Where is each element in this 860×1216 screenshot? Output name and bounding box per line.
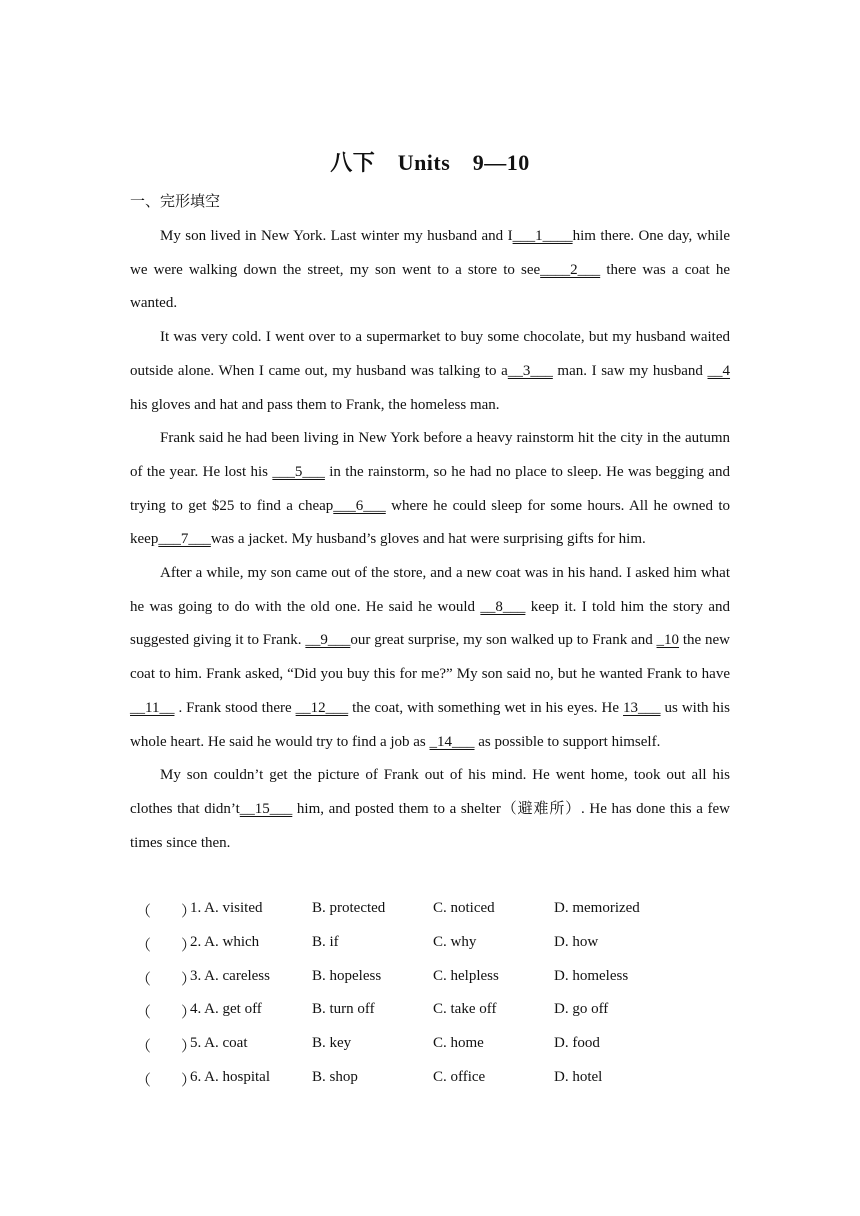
option-a: 5. A. coat [190, 1035, 248, 1052]
answer-parentheses: （ ） [136, 937, 197, 954]
passage-text: where he could sleep for some hours. All he owned to keep [130, 497, 730, 548]
option-a: 4. A. get off [190, 1001, 262, 1018]
blank-2: ____2___ [540, 261, 601, 278]
passage-text: our great surprise, my son walked up to Frank and [350, 632, 657, 649]
passage-text: My son couldn’t get the picture of Frank out of his mind. He went home, took out all his clothes that didn’t [130, 767, 730, 817]
option-d: D. food [554, 1035, 600, 1052]
option-d: D. go off [554, 1001, 609, 1018]
question-row [130, 930, 730, 964]
passage-text: as possible to support himself. [474, 733, 661, 750]
passage-text: his gloves and hat and pass them to Frank, the homeless man. [130, 396, 500, 413]
paragraph-2 [130, 321, 730, 422]
blank-11: __11__ [130, 699, 175, 716]
blank-4: __4 [707, 362, 731, 379]
answer-parentheses: （ ） [136, 1005, 197, 1022]
option-d: D. hotel [554, 1068, 603, 1085]
passage-text: us with his whole heart. He said he would try to find a job as [130, 699, 730, 750]
question-row [130, 997, 730, 1031]
passage-text: the coat, with something wet in his eyes. He [348, 699, 624, 716]
blank-12: __12___ [295, 699, 349, 716]
option-d: D. how [554, 933, 599, 950]
blank-5: ___5___ [272, 463, 325, 480]
passage-text: was a jacket. My husband’s gloves and hat were surprising gifts for him. [210, 531, 646, 548]
blank-9: __9___ [305, 632, 351, 649]
option-c: C. home [433, 1035, 484, 1052]
option-c: C. why [433, 933, 477, 950]
blank-1: ___1____ [512, 228, 573, 244]
passage-text: there was a coat he wanted. [130, 261, 730, 312]
option-b: B. key [312, 1035, 352, 1052]
paragraph-4 [130, 557, 730, 759]
paragraph-3 [130, 422, 730, 557]
question-row [130, 964, 730, 998]
option-b: B. turn off [312, 1001, 375, 1018]
question-row [130, 896, 730, 930]
passage-text: My son lived in New York. Last winter my husband and I [160, 228, 513, 244]
blank-15: __15___ [239, 800, 293, 817]
passage-text: After a while, my son came out of the store, and a new coat was in his hand. I asked him what he was going to do with the old one. He said he would [130, 565, 730, 615]
option-c: C. take off [433, 1001, 497, 1018]
option-a: 6. A. hospital [190, 1068, 271, 1085]
paragraph-5 [130, 759, 730, 860]
answer-parentheses: （ ） [136, 971, 197, 988]
passage-text: him, and posted them to a shelter（避难所）. He has done this a few times since then. [130, 800, 730, 851]
option-a: 3. A. careless [190, 967, 270, 984]
option-c: C. helpless [433, 967, 499, 984]
answer-parentheses: （ ） [136, 1039, 197, 1056]
blank-7: ___7___ [158, 531, 211, 548]
passage-text: . Frank stood there [174, 699, 296, 716]
passage-text: It was very cold. I went over to a supermarket to buy some chocolate, but my husband waited outside alone. When I came out, my husband was talking to a [130, 329, 730, 379]
option-b: B. hopeless [312, 967, 382, 984]
option-c: C. office [433, 1068, 486, 1085]
passage-text: keep it. I told him the story and suggested giving it to Frank. [130, 598, 730, 649]
blank-14: _14___ [429, 733, 475, 750]
option-d: D. memorized [554, 900, 640, 916]
cloze-passage [130, 220, 730, 860]
option-a: 2. A. which [190, 933, 260, 950]
blank-13: 13___ [623, 699, 661, 716]
option-a: 1. A. visited [190, 900, 263, 916]
blank-6: ___6___ [333, 497, 386, 514]
blank-8: __8___ [480, 598, 526, 615]
passage-text: the new coat to him. Frank asked, “Did you buy this for me?” My son said no, but he wanted Frank to have [130, 632, 731, 683]
question-row [130, 1031, 730, 1065]
answer-parentheses: （ ） [136, 904, 197, 920]
passage-text: him there. One day, while we were walking down the street, my son went to a store to see [130, 228, 731, 278]
section-heading: 一、完形填空 [130, 194, 221, 210]
option-b: B. if [312, 933, 339, 950]
blank-10: _10 [656, 632, 680, 649]
passage-text: in the rainstorm, so he had no place to sleep. He was begging and trying to get $25 to find a cheap [130, 463, 730, 514]
option-d: D. homeless [554, 967, 629, 984]
passage-text: man. I saw my husband [552, 362, 708, 379]
question-row [130, 1065, 730, 1099]
option-b: B. protected [312, 900, 386, 916]
option-b: B. shop [312, 1068, 358, 1085]
blank-3: __3___ [507, 362, 553, 379]
question-list [130, 896, 730, 1099]
passage-text: Frank said he had been living in New York before a heavy rainstorm hit the city in the autumn of the year. He lost his [130, 430, 730, 480]
option-c: C. noticed [433, 900, 495, 916]
paragraph-1 [130, 220, 730, 321]
answer-parentheses: （ ） [136, 1072, 197, 1089]
page-title: 八下 Units 9—10 [330, 150, 530, 175]
